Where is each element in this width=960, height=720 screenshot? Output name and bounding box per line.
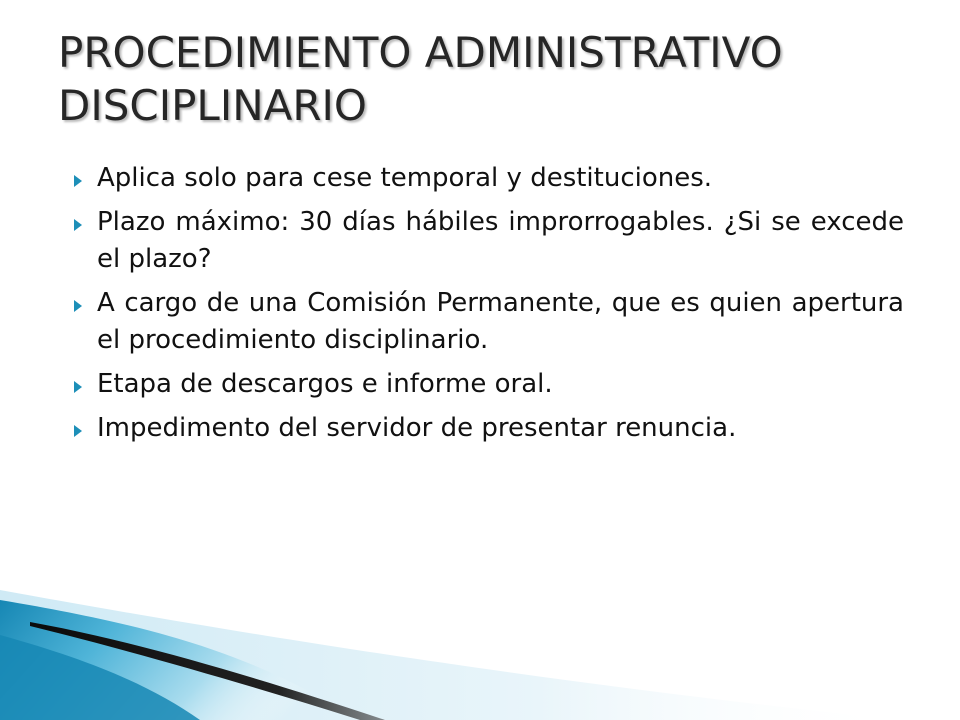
bullet-text: Plazo máximo: 30 días hábiles improrrogables. ¿Si se excede el plazo?	[97, 207, 904, 274]
bullet-item	[72, 366, 904, 403]
bullet-text: Impedimento del servidor de presentar renuncia.	[97, 413, 737, 443]
bullet-text: A cargo de una Comisión Permanente, que es quien apertura el procedimiento disciplinario.	[97, 288, 904, 355]
arrow-bullet-icon	[74, 300, 82, 312]
blue-swoosh-decoration	[0, 560, 960, 720]
bullet-list	[72, 160, 904, 454]
bullet-item	[72, 410, 904, 447]
bullet-text: Etapa de descargos e informe oral.	[97, 369, 553, 399]
arrow-bullet-icon	[74, 219, 82, 231]
bullet-item	[72, 204, 904, 278]
bullet-text: Aplica solo para cese temporal y destituciones.	[97, 163, 713, 193]
bullet-item	[72, 285, 904, 359]
arrow-bullet-icon	[74, 175, 82, 187]
arrow-bullet-icon	[74, 381, 82, 393]
arrow-bullet-icon	[74, 425, 82, 437]
bullet-item	[72, 160, 904, 197]
slide-title: PROCEDIMIENTO ADMINISTRATIVO DISCIPLINARIO	[58, 28, 783, 130]
